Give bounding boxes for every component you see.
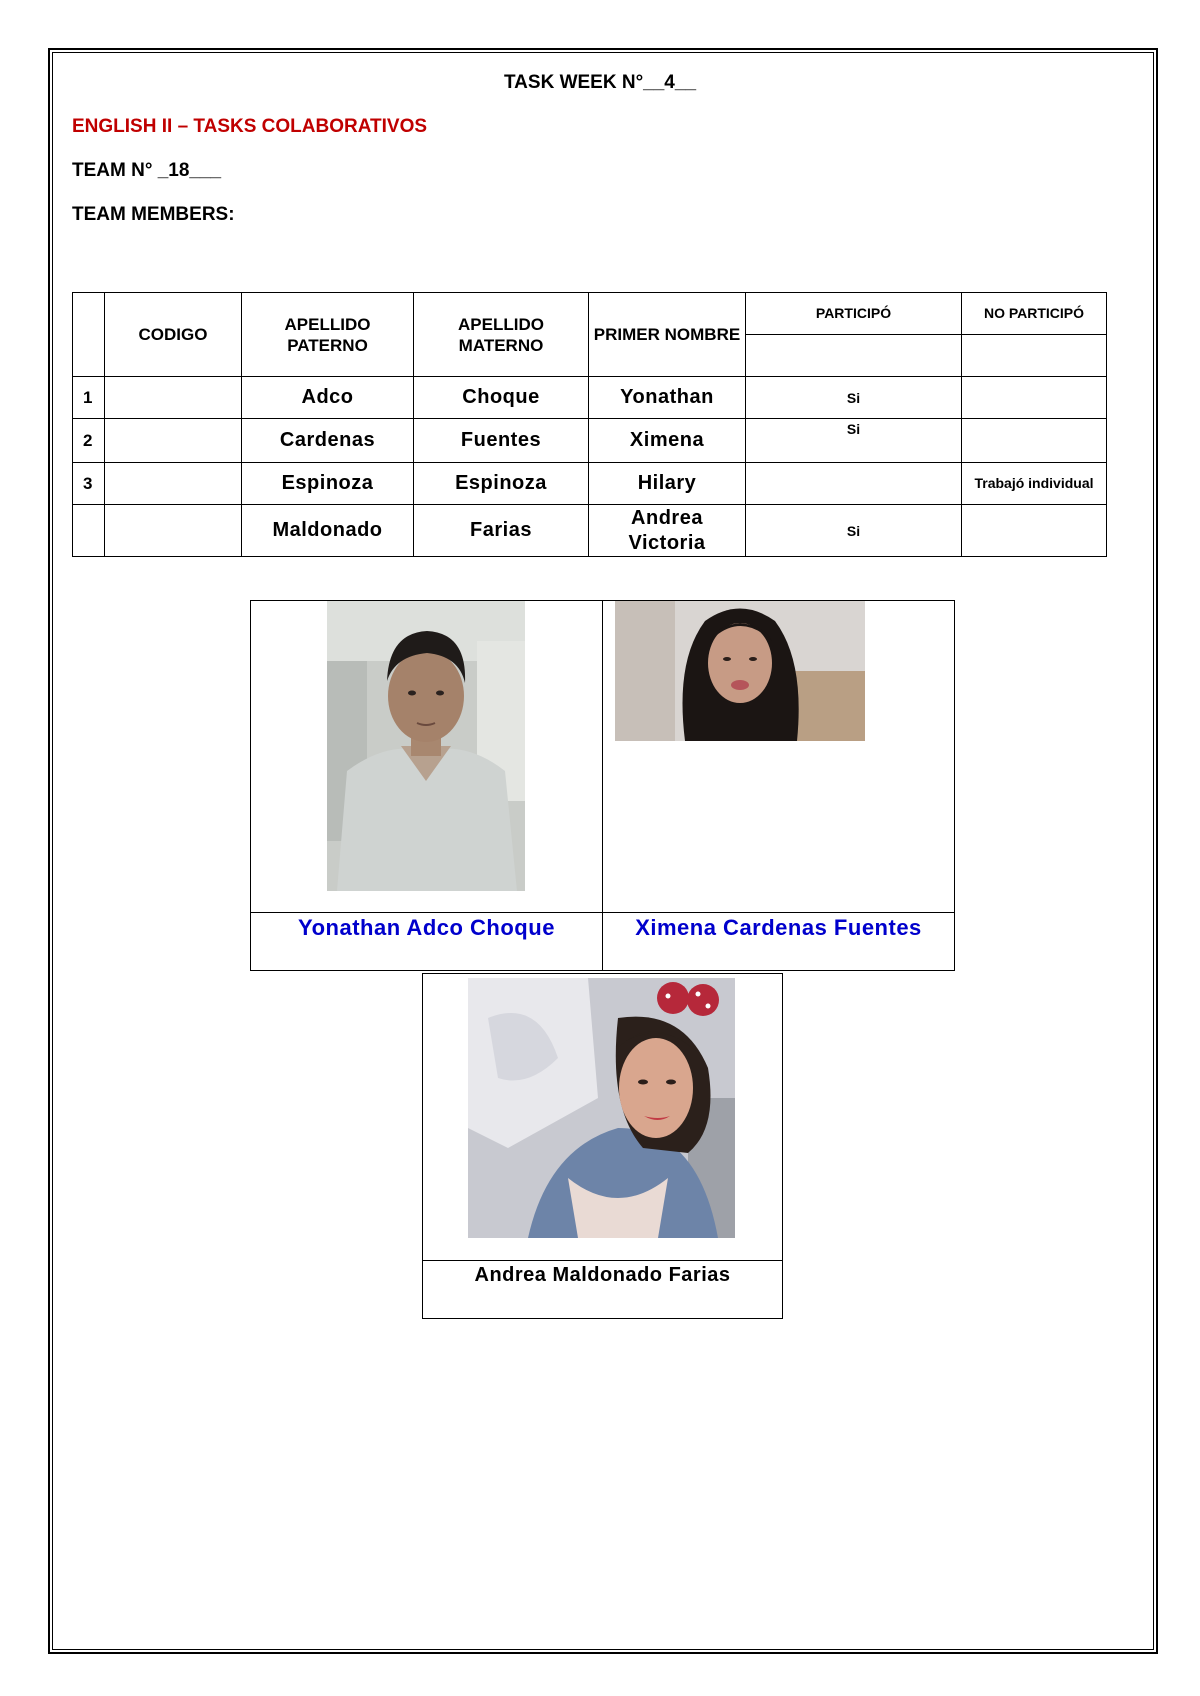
participo-cell: Si: [746, 505, 962, 557]
primer-nombre-cell: Ximena: [589, 419, 746, 463]
no-participo-cell: Trabajó individual: [962, 463, 1107, 505]
row-number: [73, 505, 105, 557]
participo-cell: Si: [746, 419, 962, 463]
table-row: [73, 377, 1107, 419]
participo-cell: Si: [746, 377, 962, 419]
apellido-paterno-cell: Adco: [242, 377, 414, 419]
header-no-participo-blank: [962, 335, 1107, 377]
codigo-cell: [105, 463, 242, 505]
codigo-cell: [105, 505, 242, 557]
apellido-materno-cell: Fuentes: [414, 419, 589, 463]
no-participo-cell: [962, 505, 1107, 557]
header-participo-blank: [746, 335, 962, 377]
course-title: ENGLISH II – TASKS COLABORATIVOS: [72, 116, 428, 137]
no-participo-cell: [962, 419, 1107, 463]
header-apellido-materno: APELLIDO MATERNO: [414, 293, 589, 377]
primer-nombre-cell: Andrea Victoria: [589, 505, 746, 557]
header-participo: PARTICIPÓ: [746, 293, 962, 335]
apellido-paterno-cell: Maldonado: [242, 505, 414, 557]
photo-cell-ximena: [603, 601, 955, 940]
team-members-label: TEAM MEMBERS:: [72, 204, 235, 225]
codigo-cell: [105, 419, 242, 463]
primer-nombre-cell: Yonathan: [589, 377, 746, 419]
codigo-cell: [105, 377, 242, 419]
table-row: [73, 463, 1107, 505]
photo-yonathan: [327, 601, 525, 891]
row-number: 2: [73, 419, 105, 463]
participo-cell: [746, 463, 962, 505]
header-codigo: CODIGO: [105, 293, 242, 377]
team-members-table: [72, 292, 1107, 557]
apellido-materno-cell: Espinoza: [414, 463, 589, 505]
photo-grid-top: [250, 600, 955, 971]
apellido-paterno-cell: Cardenas: [242, 419, 414, 463]
team-number: TEAM N° _18___: [72, 160, 222, 181]
photo-cell-andrea: [423, 974, 783, 1286]
header-number: [73, 293, 105, 377]
document-title: TASK WEEK N°__4__: [503, 72, 697, 93]
photo-ximena: [615, 601, 865, 741]
header-no-participo: NO PARTICIPÓ: [962, 293, 1107, 335]
primer-nombre-cell: Hilary: [589, 463, 746, 505]
header-primer-nombre: PRIMER NOMBRE: [589, 293, 746, 377]
photo-andrea: [468, 978, 735, 1238]
photo-cell-yonathan: [251, 601, 603, 940]
header-apellido-paterno: APELLIDO PATERNO: [242, 293, 414, 377]
photo-grid-bottom: [422, 973, 783, 1319]
table-row: [73, 419, 1107, 463]
no-participo-cell: [962, 377, 1107, 419]
caption-ximena: Ximena Cardenas Fuentes: [635, 915, 922, 940]
caption-cell-ximena: [603, 913, 955, 971]
caption-cell-andrea: [423, 1261, 783, 1319]
table-row: [73, 505, 1107, 557]
caption-yonathan: Yonathan Adco Choque: [298, 915, 555, 940]
apellido-materno-cell: Farias: [414, 505, 589, 557]
apellido-materno-cell: Choque: [414, 377, 589, 419]
caption-andrea: Andrea Maldonado Farias: [474, 1264, 731, 1286]
apellido-paterno-cell: Espinoza: [242, 463, 414, 505]
row-number: 3: [73, 463, 105, 505]
row-number: 1: [73, 377, 105, 419]
caption-cell-yonathan: [251, 913, 603, 971]
